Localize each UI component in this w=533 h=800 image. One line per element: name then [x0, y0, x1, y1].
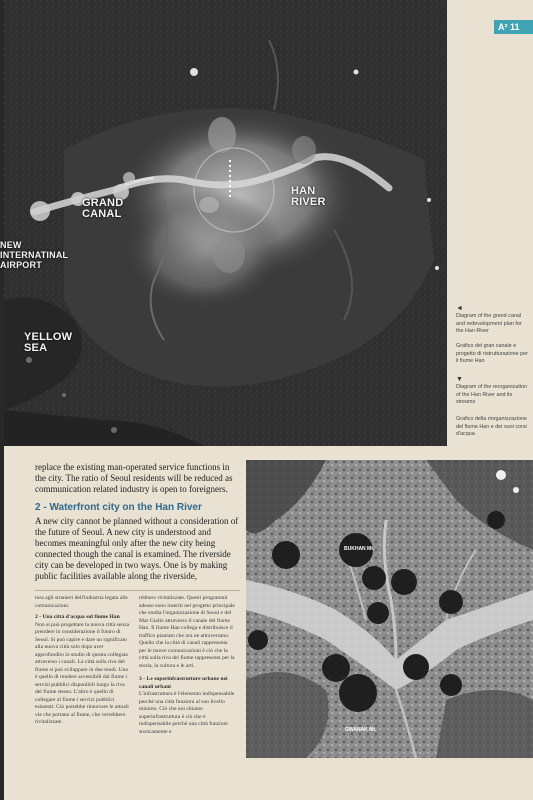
streams-map-graphic — [246, 460, 533, 758]
it-col1-body: Non si può progettare la nuova città senza prendere in considerazione il futuro di Seoul. Si può capire e dare un significato alla nuova città solo dopo aver approfondito lo studio di questa collegata attraverso i canali. La città sulla riva del fiume si può sviluppare in due modi. Uno è quello di rendere accessibili dal fiume i servizi pubblici disponibili lungo la riva del fiume stesso. L'altro è quello di collegare al fiume i servizi pubblici esistenti. Ciò potrebbe rinnovare le attuali vie che portano al fiume, che verrebbero rivitalizzate. — [35, 621, 129, 725]
label-bukhan-mt-1: BUKHAN Mt. — [344, 546, 375, 552]
it-col1-heading: 2 - Una città d'acqua sul fiume Han — [35, 614, 120, 620]
caption-1-en: Diagram of the grand canal and redevelopment plan for the Han River — [456, 313, 522, 335]
it-col2-body: rebbero rivitalizzate. Questi programmi adesso sono inseriti nel progetto principale che studia l'organizzazione di Seoul e del Mar Giallo attraverso il canale del fiume Han. Il fiume Han collega e distribuisce il traffico piantato che ora ne attraversano. Quello che la città di canali rappresenta per le nuove comunicazioni è ciò che la città sulla riva del fiume rappresenta per la storia, la cultura e le arti. — [139, 595, 235, 669]
section-tag: A² 11 — [494, 20, 533, 34]
italian-column-1 — [35, 595, 132, 727]
label-airport: NEW INTERNATINAL AIRPORT — [0, 240, 69, 270]
article-lead-text: replace the existing man-operated service functions in the city. The ratio of Seoul residents will be reduced as communication related industry is open to foreigners. — [35, 462, 233, 494]
article-heading: 2 - Waterfront city on the Han River — [35, 502, 202, 513]
page-footer-band — [4, 762, 533, 800]
it-col2-heading: 3 - Le superinfrastrutture urbane nei canali urbani — [139, 676, 228, 690]
caption-arrow-down-icon: ▼ — [456, 376, 463, 383]
italian-column-2 — [139, 595, 236, 736]
it-col2-body2: L'infrastruttura è l'elemento indispensabile perché una città funzioni al suo livello minimo. Ciò che noi chiamo superinfrastruttura è ciò che è indispensabile perché una città funzioni storicamente e — [139, 691, 235, 735]
caption-2-en: Diagram of the reorganization of the Han River and its streams — [456, 384, 528, 406]
label-grand-canal: GRAND CANAL — [82, 197, 124, 220]
label-yellow-sea: YELLOW SEA — [24, 331, 73, 354]
article-body-en: A new city cannot be planned without a consideration of the future of Seoul. A new city is understood and becomes meaningful only after the new city being connected though the canal is examined. The riverside city can be developed in two ways. One is by making public facilities available along the riverside, — [35, 516, 239, 581]
han-river-streams-map — [246, 460, 533, 758]
caption-1-it: Grafico del gran canale e progetto di ristrutturazione per il fiume Han — [456, 343, 528, 365]
aerial-map-seoul — [0, 0, 447, 446]
it-col1-intro: tura agli stranieri dell'industria legata alle comunicazioni. — [35, 595, 128, 609]
label-gwanak-mt: GWANAK Mt. — [345, 727, 377, 733]
caption-arrow-left-icon: ◄ — [456, 305, 463, 312]
caption-2-it: Grafico della riorganizzazione del fiume Han e dei suoi corsi d'acqua — [456, 416, 528, 438]
aerial-map-graphic — [4, 0, 447, 446]
divider — [35, 590, 240, 591]
label-han-river: HAN RIVER — [291, 185, 326, 208]
